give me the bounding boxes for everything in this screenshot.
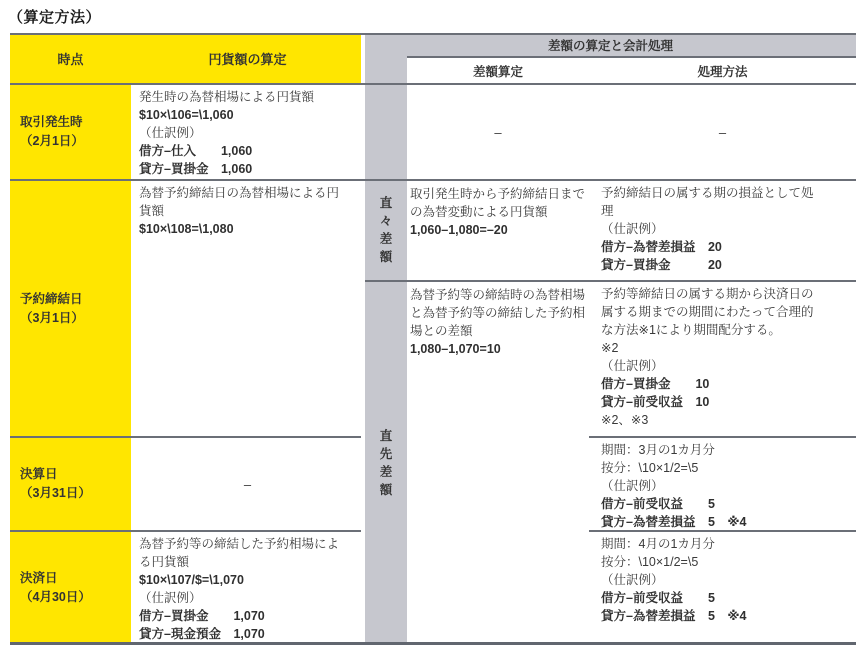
rule-jikijiki-jikisaki (365, 280, 856, 282)
row-label-kessan: 決算日 （3月31日） (10, 437, 131, 531)
shori-jikijiki: 予約締結日の属する期の損益として処 理 （仕訳例） 借方–為替差損益 20 貸方–買掛金 20 (601, 186, 814, 272)
strip-jikisaki-sagaku: 直 先 差 額 (365, 281, 407, 645)
table-grid (10, 33, 856, 645)
row-label-yoyaku: 予約締結日 （3月1日） (10, 180, 131, 437)
header-sagaku: 差額算定 (472, 64, 523, 79)
enka-kessan-dash: – (243, 476, 252, 492)
enka-torihiki: 発生時の為替相場による円貨額 $10×\106=\1,060 （仕訳例） 借方–仕入 1,060 貸方–買掛金 1,060 (139, 90, 315, 176)
strip-jikijiki-sagaku: 直 々 差 額 (365, 180, 407, 281)
shori-jikisaki-kessai: 期間：4月の1カ月分 按分：\10×1/2=\5 （仕訳例） 借方–前受収益 5 貸方–為替差損益 5 ※4 (601, 537, 747, 623)
rule-under-header (10, 83, 856, 85)
rule-top (10, 33, 856, 35)
page-title: （算定方法） (8, 9, 102, 26)
row-label-kessai: 決済日 （4月30日） (10, 531, 131, 645)
row-label-torihiki: 取引発生時 （2月1日） (10, 84, 131, 180)
sagaku-jikisaki: 為替予約等の締結時の為替相場 と為替予約等の締結した予約相 場との差額 1,080–1,070=10 (410, 288, 586, 356)
enka-kessai: 為替予約等の締結した予約相場によ る円貨額 $10×\107/$=\1,070 （仕訳例） 借方–買掛金 1,070 貸方–現金預金 1,070 (139, 537, 340, 641)
header-jiten: 時点 (57, 52, 84, 67)
strip-header-spacer (365, 57, 407, 180)
calculation-method-table (10, 33, 856, 645)
rule-kessai-left (10, 530, 361, 532)
header-sagaku-group: 差額の算定と会計処理 (365, 33, 856, 57)
rule-kessai-right (589, 530, 856, 532)
shori-torihiki-dash: – (718, 124, 727, 140)
header-left-yellow (10, 33, 361, 84)
sagaku-jikijiki: 取引発生時から予約締結日まで の為替変動による円貨額 1,060–1,080=–20 (410, 187, 586, 237)
sagaku-torihiki-dash: – (494, 124, 502, 140)
shori-jikisaki-yoyaku: 予約等締結日の属する期から決済日の 属する期までの期間にわたって合理的 な方法※1により期間配分する。 ※2 （仕訳例） 借方–買掛金 10 貸方–前受収益 10 ※2、※3 (601, 287, 814, 427)
shori-jikisaki-kessan: 期間：3月の1カ月分 按分：\10×1/2=\5 （仕訳例） 借方–前受収益 5 貸方–為替差損益 5 ※4 (601, 443, 747, 529)
header-shori: 処理方法 (697, 64, 748, 79)
rule-row1 (10, 179, 856, 181)
rule-bottom (10, 642, 856, 645)
rule-kessan-left (10, 436, 361, 438)
rule-kessan-right (589, 436, 856, 438)
header-enka: 円貨額の算定 (208, 52, 287, 67)
enka-yoyaku: 為替予約締結日の為替相場による円 貨額 $10×\108=\1,080 (139, 186, 340, 236)
rule-under-group-header (407, 56, 856, 58)
